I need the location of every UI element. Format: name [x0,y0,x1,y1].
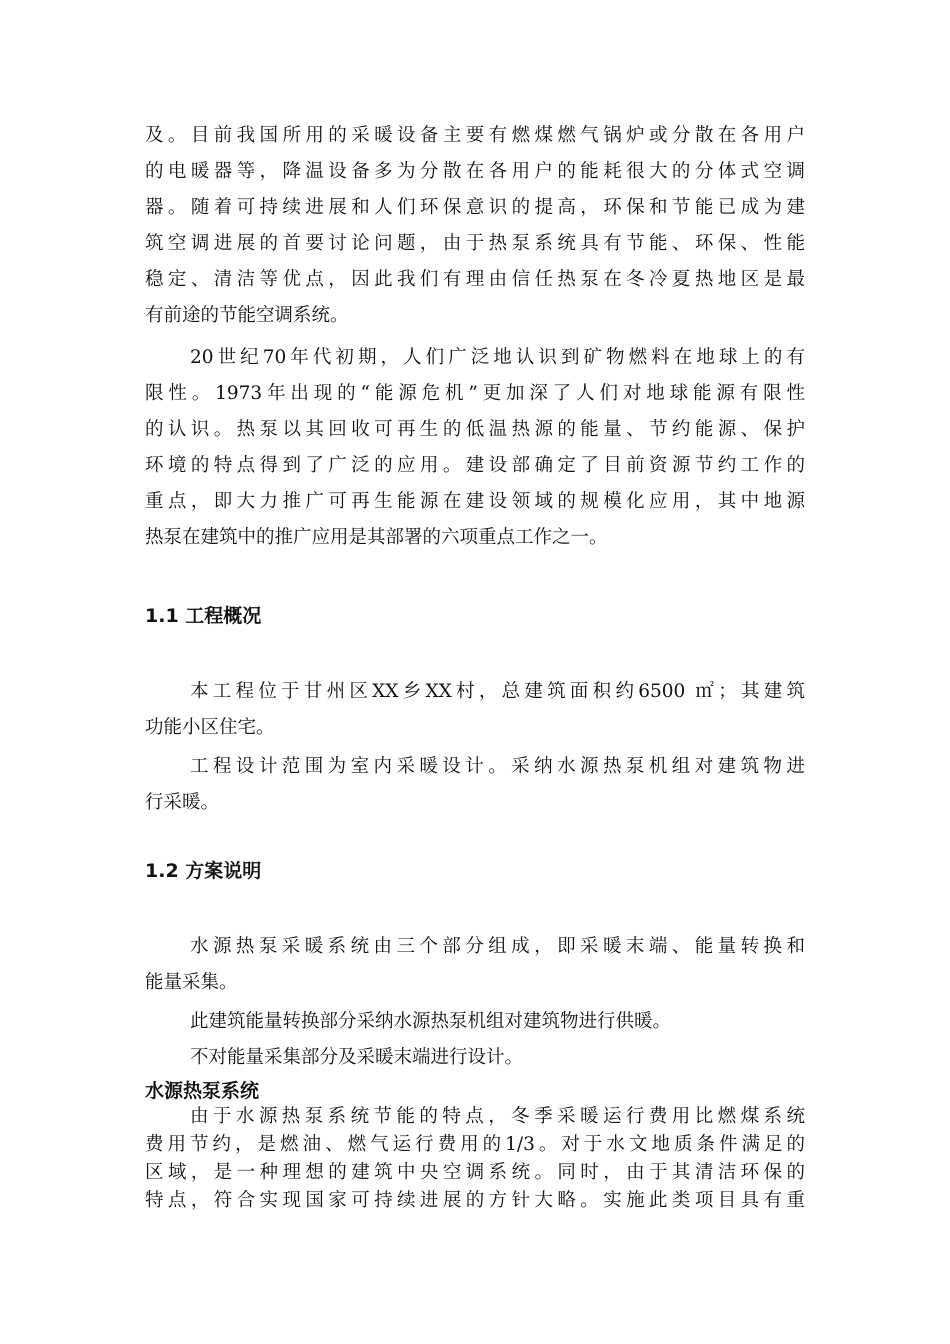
text-line: 有前途的节能空调系统。 [145,305,349,326]
text-line: 特点，符合实现国家可持续进展的方针大略。实施此类项目具有重 [145,1190,805,1211]
text-line: 的电暖器等，降温设备多为分散在各用户的能耗很大的分体式空调 [145,161,805,182]
text-line: 区域，是一种理想的建筑中央空调系统。同时，由于其清洁环保的 [145,1162,805,1183]
paragraph-energy-conversion [145,1004,805,1040]
paragraph-design-scope [145,749,805,821]
text-line: 环境的特点得到了广泛的应用。建设部确定了目前资源节约工作的 [145,455,805,476]
section-heading-project-overview: 1.1 工程概况 [145,605,262,627]
paragraph-system-components [145,929,805,1001]
text-line: 热泵在建筑中的推广应用是其部署的六项重点工作之一。 [145,527,608,548]
text-line: 费用节约，是燃油、燃气运行费用的1/3。对于水文地质条件满足的 [145,1134,805,1155]
text-line: 及。目前我国所用的采暖设备主要有燃煤燃气锅炉或分散在各用户 [145,125,805,146]
text-line: 本工程位于甘州区XX乡XX村，总建筑面积约6500 ㎡；其建筑 [190,681,805,702]
text-line: 20世纪70年代初期，人们广泛地认识到矿物燃料在地球上的有 [190,347,805,368]
text-line: 不对能量采集部分及采暖末端进行设计。 [190,1047,524,1068]
text-line: 由于水源热泵系统节能的特点，冬季采暖运行费用比燃煤系统 [190,1106,805,1127]
paragraph-no-design [145,1040,805,1076]
paragraph-history [145,340,805,556]
text-line: 筑空调进展的首要讨论问题，由于热泵系统具有节能、环保、性能 [145,233,805,254]
section-heading-scheme-description: 1.2 方案说明 [145,860,262,882]
text-line: 重点，即大力推广可再生能源在建设领域的规模化应用，其中地源 [145,491,805,512]
text-line: 限性。1973年出现的“能源危机”更加深了人们对地球能源有限性 [145,383,805,404]
text-line: 功能小区住宅。 [145,717,275,738]
paragraph-heat-pump-benefits [145,1103,805,1215]
paragraph-intro [145,118,805,334]
text-line: 工程设计范围为室内采暖设计。采纳水源热泵机组对建筑物进 [190,756,805,777]
text-line: 稳定、清洁等优点，因此我们有理由信任热泵在冬冷夏热地区是最 [145,269,805,290]
section-heading-water-source-heat-pump: 水源热泵系统 [145,1080,260,1102]
text-line: 的认识。热泵以其回收可再生的低温热源的能量、节约能源、保护 [145,419,805,440]
text-line: 水源热泵采暖系统由三个部分组成，即采暖末端、能量转换和 [190,936,805,957]
text-line: 行采暖。 [145,792,220,813]
text-line: 此建筑能量转换部分采纳水源热泵机组对建筑物进行供暖。 [190,1011,672,1032]
text-line: 器。随着可持续进展和人们环保意识的提高，环保和节能已成为建 [145,197,805,218]
paragraph-project-location [145,674,805,746]
text-line: 能量采集。 [145,972,238,993]
